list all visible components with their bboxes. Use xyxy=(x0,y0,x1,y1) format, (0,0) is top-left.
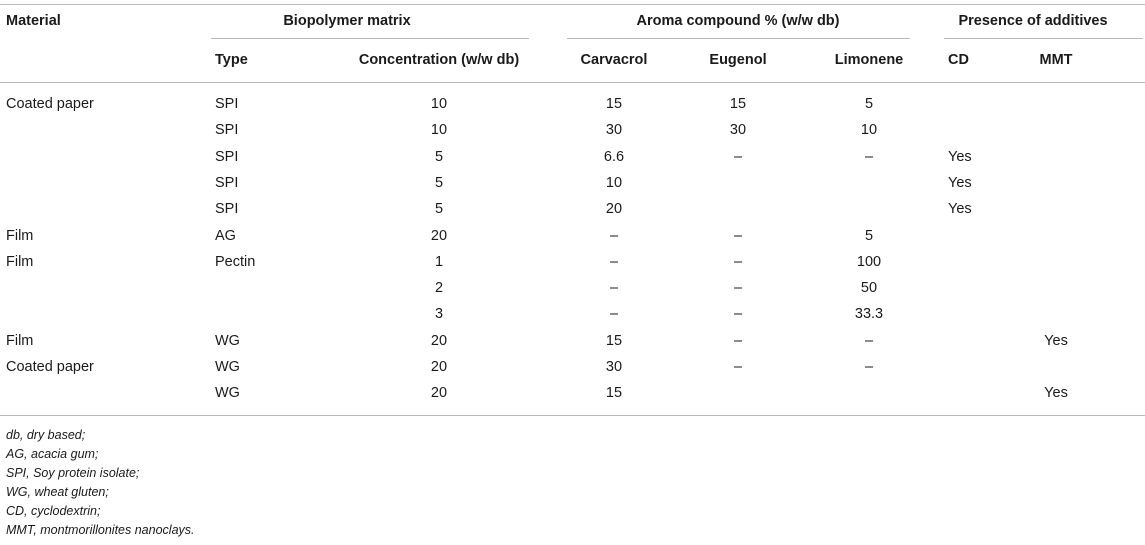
additives-group-rule xyxy=(944,38,1143,39)
cell-concentration: 5 xyxy=(434,201,444,218)
cell-type: WG xyxy=(215,332,240,349)
cell-carvacrol: 30 xyxy=(605,122,623,139)
cell-concentration: 20 xyxy=(430,385,448,402)
cell-carvacrol: – xyxy=(609,253,619,270)
cell-type: WG xyxy=(215,359,240,375)
footnote-line: WG, wheat gluten; xyxy=(6,485,109,499)
cell-eugenol: – xyxy=(733,306,743,323)
cell-cd: Yes xyxy=(948,201,972,218)
cell-type: AG xyxy=(215,227,236,244)
header-eugenol: Eugenol xyxy=(709,52,767,68)
cell-concentration: 3 xyxy=(434,306,444,323)
cell-concentration: 5 xyxy=(434,174,444,191)
header-concentration: Concentration (w/w db) xyxy=(358,52,520,68)
header-type: Type xyxy=(215,52,248,68)
cell-type: SPI xyxy=(215,96,239,112)
cell-material: Coated paper xyxy=(6,359,94,375)
cell-concentration: 5 xyxy=(434,148,444,165)
cell-carvacrol: 30 xyxy=(605,359,623,375)
cell-cd: Yes xyxy=(948,174,972,191)
header-mmt: MMT xyxy=(1039,52,1073,68)
cell-limonene: – xyxy=(864,148,874,165)
cell-concentration: 2 xyxy=(434,280,444,297)
header-presence-of-additives: Presence of additives xyxy=(958,13,1108,29)
cell-limonene: – xyxy=(864,359,874,375)
header-carvacrol: Carvacrol xyxy=(580,52,648,68)
cell-type: SPI xyxy=(215,148,239,165)
cell-eugenol: 15 xyxy=(729,96,747,112)
footnote-line: AG, acacia gum; xyxy=(6,447,99,461)
aroma-group-rule xyxy=(567,38,910,39)
footnote-line: CD, cyclodextrin; xyxy=(6,504,101,518)
cell-mmt: Yes xyxy=(1044,332,1068,349)
cell-eugenol: – xyxy=(733,332,743,349)
cell-limonene: 5 xyxy=(864,227,874,244)
header-bottom-rule xyxy=(0,82,1145,83)
table-bottom-rule xyxy=(0,415,1145,416)
table-top-rule xyxy=(0,4,1145,5)
cell-carvacrol: 20 xyxy=(605,201,623,218)
cell-material: Coated paper xyxy=(6,96,94,112)
cell-material: Film xyxy=(6,253,34,270)
cell-concentration: 1 xyxy=(434,253,444,270)
cell-type: WG xyxy=(215,385,240,402)
header-cd: CD xyxy=(948,52,969,68)
cell-mmt: Yes xyxy=(1044,385,1068,402)
cell-eugenol: – xyxy=(733,148,743,165)
cell-limonene: 33.3 xyxy=(854,306,884,323)
cell-carvacrol: – xyxy=(609,306,619,323)
cell-type: Pectin xyxy=(215,253,256,270)
cell-concentration: 10 xyxy=(430,122,448,139)
footnote-line: SPI, Soy protein isolate; xyxy=(6,466,140,480)
cell-carvacrol: – xyxy=(609,280,619,297)
cell-limonene: – xyxy=(864,332,874,349)
cell-eugenol: – xyxy=(733,253,743,270)
cell-eugenol: – xyxy=(733,359,743,375)
cell-concentration: 20 xyxy=(430,332,448,349)
footnote-line: MMT, montmorillonites nanoclays. xyxy=(6,523,195,537)
cell-eugenol: – xyxy=(733,280,743,297)
cell-carvacrol: 10 xyxy=(605,174,623,191)
cell-type: SPI xyxy=(215,201,239,218)
cell-carvacrol: – xyxy=(609,227,619,244)
header-biopolymer-matrix: Biopolymer matrix xyxy=(283,13,411,29)
biopolymer-group-rule xyxy=(211,38,529,39)
header-limonene: Limonene xyxy=(834,52,904,68)
cell-carvacrol: 6.6 xyxy=(603,148,625,165)
cell-limonene: 10 xyxy=(860,122,878,139)
cell-concentration: 10 xyxy=(430,96,448,112)
cell-eugenol: – xyxy=(733,227,743,244)
cell-type: SPI xyxy=(215,122,239,139)
cell-eugenol: 30 xyxy=(729,122,747,139)
header-material: Material xyxy=(6,13,61,29)
cell-material: Film xyxy=(6,227,34,244)
cell-carvacrol: 15 xyxy=(605,385,623,402)
cell-type: SPI xyxy=(215,174,239,191)
cell-material: Film xyxy=(6,332,34,349)
cell-carvacrol: 15 xyxy=(605,332,623,349)
cell-carvacrol: 15 xyxy=(605,96,623,112)
header-aroma-compound: Aroma compound % (w/w db) xyxy=(636,13,840,29)
cell-concentration: 20 xyxy=(430,359,448,375)
cell-limonene: 100 xyxy=(856,253,882,270)
cell-cd: Yes xyxy=(948,148,972,165)
cell-limonene: 5 xyxy=(864,96,874,112)
footnote-line: db, dry based; xyxy=(6,428,86,442)
cell-concentration: 20 xyxy=(430,227,448,244)
cell-limonene: 50 xyxy=(860,280,878,297)
